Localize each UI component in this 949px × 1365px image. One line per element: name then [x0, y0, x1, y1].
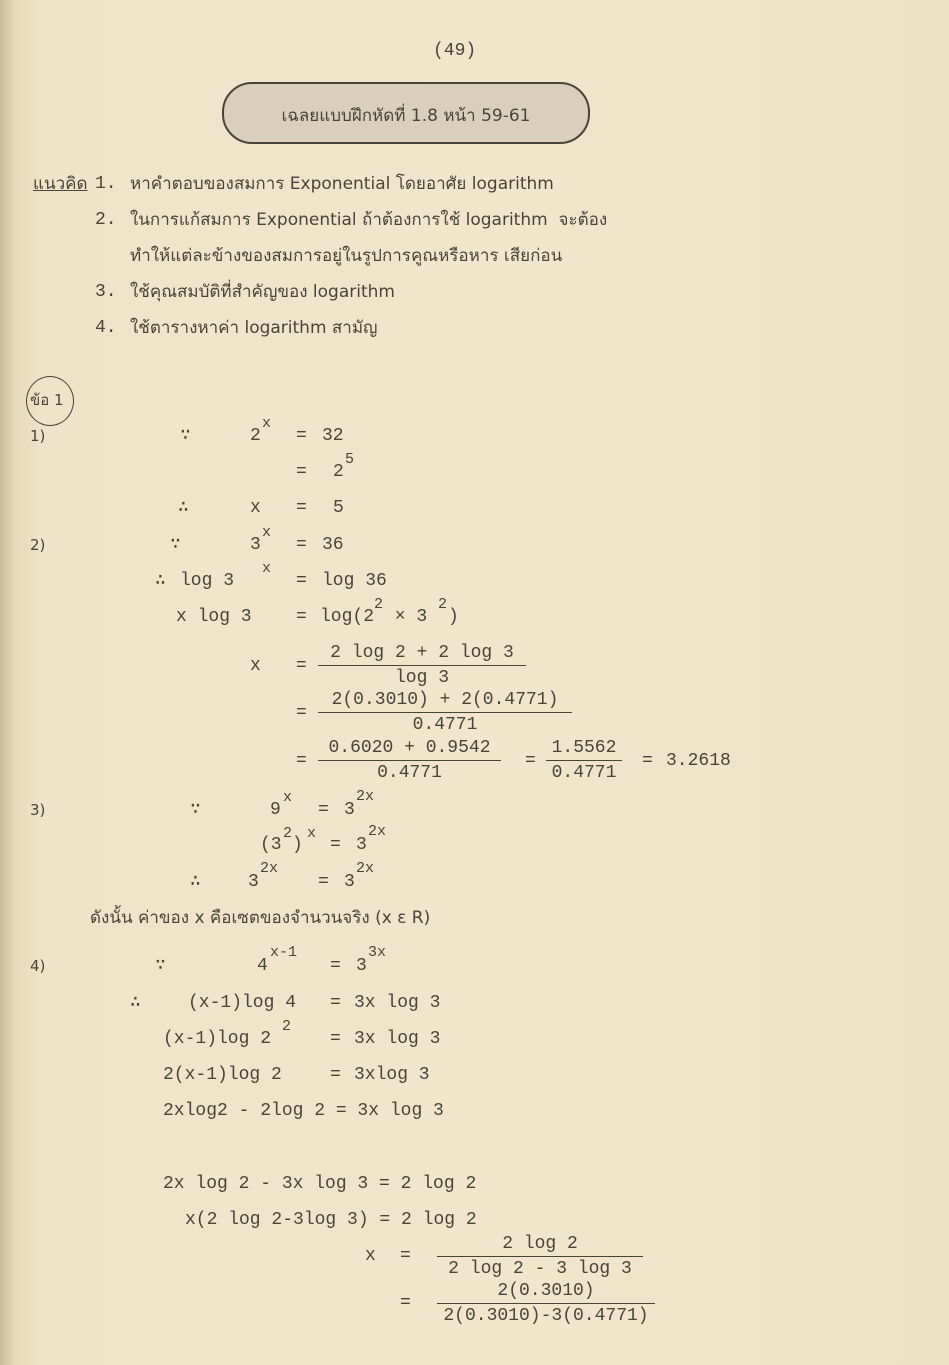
fraction	[546, 737, 622, 784]
fraction	[318, 642, 526, 689]
denominator: 0.4771	[551, 763, 617, 783]
exponent: 2x	[368, 823, 387, 840]
conclusion-text: ดังนั้น ค่าของ x คือเซตของจำนวนจริง (x ε R)	[90, 908, 431, 928]
equals-sign: =	[330, 993, 341, 1013]
expression: 9	[270, 800, 281, 820]
approach-item-text: ใช้ตารางหาค่า logarithm สามัญ	[130, 318, 378, 338]
equation-line: x(2 log 2-3log 3) = 2 log 2	[185, 1210, 477, 1230]
because-symbol: ∵	[190, 800, 201, 820]
numerator: 2(0.3010) + 2(0.4771)	[331, 690, 559, 710]
expression: log 3	[180, 571, 235, 591]
expression: log(2	[320, 607, 375, 627]
fraction-bar	[437, 1256, 643, 1257]
because-symbol: ∵	[155, 956, 166, 976]
expression: 3	[250, 535, 261, 555]
expression: (x-1)log 4	[188, 993, 297, 1013]
denominator: 0.4771	[377, 763, 442, 783]
exponent: x	[262, 524, 272, 541]
exponent: x-1	[270, 944, 298, 961]
approach-item-num: 3.	[95, 282, 117, 302]
exponent: x	[262, 560, 272, 577]
expression: x log 3	[176, 607, 252, 627]
denominator: 0.4771	[412, 715, 478, 735]
approach-item-num: 4.	[95, 318, 117, 338]
exponent: 3x	[368, 944, 387, 961]
problem-label: 2)	[30, 536, 46, 554]
expression: 5	[333, 498, 344, 518]
page-number: (49)	[433, 41, 477, 61]
denominator: 2 log 2 - 3 log 3	[448, 1259, 632, 1279]
approach-item-text: หาคำตอบของสมการ Exponential โดยอาศัย logarithm	[130, 174, 554, 194]
expression: 3xlog 3	[354, 1065, 430, 1085]
equals-sign: =	[296, 656, 307, 676]
equals-sign: =	[330, 1029, 341, 1049]
therefore-symbol: ∴	[130, 993, 141, 1013]
because-symbol: ∵	[180, 426, 191, 446]
expression: (3	[260, 835, 282, 855]
therefore-symbol: ∴	[178, 498, 189, 518]
fraction	[318, 689, 572, 736]
approach-item-num: 2.	[95, 210, 117, 230]
fraction-bar	[437, 1303, 655, 1304]
page-title: เฉลยแบบฝึกหัดที่ 1.8 หน้า 59-61	[281, 106, 531, 126]
expression: 4	[257, 956, 268, 976]
approach-item-num: 1.	[95, 174, 117, 194]
expression: x	[365, 1246, 376, 1266]
expression: 3x log 3	[354, 1029, 441, 1049]
exponent: 2	[283, 825, 293, 842]
expression: )	[448, 607, 459, 627]
equals-sign: =	[318, 872, 329, 892]
exponent: x	[283, 789, 293, 806]
expression: log 36	[322, 571, 387, 591]
exponent: 2	[282, 1018, 292, 1035]
fraction-bar	[546, 760, 622, 761]
numerator: 2 log 2 + 2 log 3	[330, 643, 514, 663]
equals-sign: =	[330, 1065, 341, 1085]
equals-sign: =	[400, 1293, 411, 1313]
expression: 3	[344, 872, 355, 892]
equals-sign: =	[400, 1246, 411, 1266]
equals-sign: =	[642, 751, 653, 771]
numerator: 2 log 2	[502, 1234, 578, 1254]
equation-line: 2xlog2 - 2log 2 = 3x log 3	[163, 1101, 444, 1121]
problem-label: 4)	[30, 957, 46, 975]
expression: 36	[322, 535, 344, 555]
exponent: 5	[345, 451, 355, 468]
expression: × 3	[384, 607, 428, 627]
equals-sign: =	[296, 751, 307, 771]
denominator: log 3	[394, 668, 449, 688]
equals-sign: =	[296, 535, 307, 555]
therefore-symbol: ∴	[190, 872, 201, 892]
equals-sign: =	[296, 498, 307, 518]
exponent: 2	[438, 596, 448, 613]
fraction	[437, 1233, 643, 1280]
equals-sign: =	[296, 462, 307, 482]
equals-sign: =	[318, 800, 329, 820]
fraction	[318, 737, 501, 784]
approach-item-continuation: ทำให้แต่ละข้างของสมการอยู่ในรูปการคูณหรือหาร เสียก่อน	[130, 246, 563, 266]
exponent: 2x	[356, 788, 375, 805]
result: 3.2618	[666, 751, 731, 771]
because-symbol: ∵	[170, 535, 181, 555]
expression: 3	[356, 956, 367, 976]
problem-label: 3)	[30, 801, 46, 819]
expression: 2	[333, 462, 344, 482]
problem-label: 1)	[30, 427, 46, 445]
expression: x	[250, 656, 261, 676]
question-label: ข้อ 1	[30, 391, 64, 409]
exponent: 2x	[356, 860, 375, 877]
fraction	[437, 1280, 655, 1327]
exponent: x	[262, 415, 272, 432]
expression: 3	[356, 835, 367, 855]
equals-sign: =	[525, 751, 536, 771]
expression: x	[250, 498, 261, 518]
expression: 2	[250, 426, 261, 446]
approach-item-text: ในการแก้สมการ Exponential ถ้าต้องการใช้ logarithm จะต้อง	[130, 210, 608, 230]
fraction-bar	[318, 665, 526, 666]
equals-sign: =	[296, 607, 307, 627]
equals-sign: =	[296, 571, 307, 591]
expression: 2(x-1)log 2	[163, 1065, 282, 1085]
fraction-bar	[318, 760, 501, 761]
numerator: 1.5562	[551, 738, 617, 758]
numerator: 0.6020 + 0.9542	[328, 738, 491, 758]
equals-sign: =	[296, 426, 307, 446]
expression: 3	[248, 872, 259, 892]
approach-label: แนวคิด	[33, 174, 88, 194]
expression: 3	[344, 800, 355, 820]
title-box	[222, 82, 590, 144]
expression: )	[292, 835, 303, 855]
equals-sign: =	[330, 835, 341, 855]
exponent: x	[307, 825, 317, 842]
expression: (x-1)log 2	[163, 1029, 272, 1049]
therefore-symbol: ∴	[155, 571, 166, 591]
approach-item-text: ใช้คุณสมบัติที่สำคัญของ logarithm	[130, 282, 395, 302]
equation-line: 2x log 2 - 3x log 3 = 2 log 2	[163, 1174, 477, 1194]
expression: 32	[322, 426, 344, 446]
fraction-bar	[318, 712, 572, 713]
numerator: 2(0.3010)	[497, 1281, 595, 1301]
equals-sign: =	[330, 956, 341, 976]
denominator: 2(0.3010)-3(0.4771)	[443, 1306, 649, 1326]
equals-sign: =	[296, 703, 307, 723]
expression: 3x log 3	[354, 993, 441, 1013]
exponent: 2x	[260, 860, 279, 877]
exponent: 2	[374, 596, 384, 613]
